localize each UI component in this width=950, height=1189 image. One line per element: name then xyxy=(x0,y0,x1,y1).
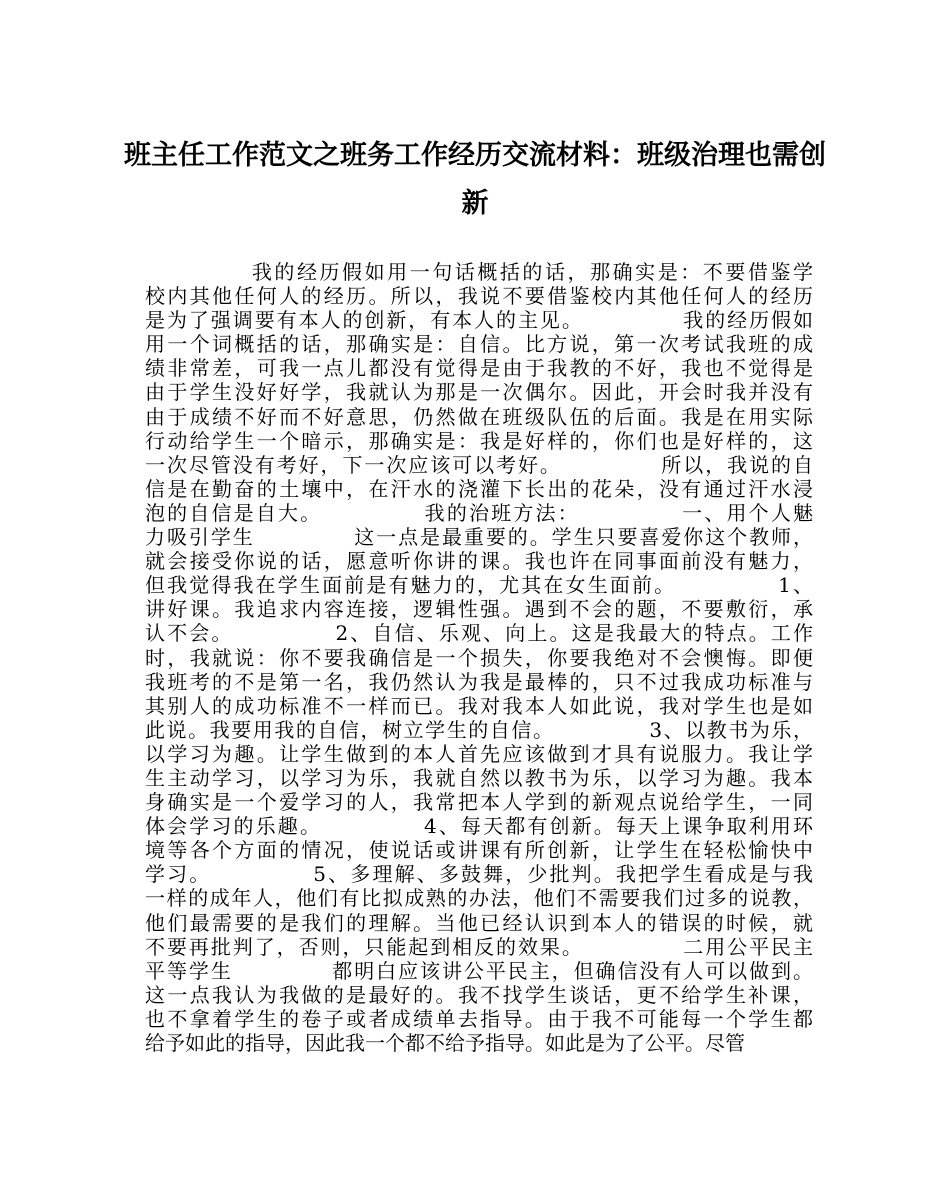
body-line: 校内其他任何人的经历。所以，我说不要借鉴校内其他任何人的经历 xyxy=(145,284,813,309)
body-line: 我的经历假如用一句话概括的话，那确实是：不要借鉴学 xyxy=(145,260,813,284)
body-line: 泡的自信是自大。 我的治班方法： 一、用个人魅 xyxy=(145,500,813,525)
body-line: 这一点我认为我做的是最好的。我不找学生谈话，更不给学生补课， xyxy=(145,982,813,1007)
body-line: 其别人的成功标准不一样而已。我对我本人如此说，我对学生也是如 xyxy=(145,693,813,718)
document-body xyxy=(145,260,813,1055)
body-line: 认不会。 2、自信、乐观、向上。这是我最大的特点。工作 xyxy=(145,621,813,646)
body-line: 身确实是一个爱学习的人，我常把本人学到的新观点说给学生，一同 xyxy=(145,790,813,815)
body-line: 讲好课。我追求内容连接，逻辑性强。遇到不会的题，不要敷衍，承 xyxy=(145,597,813,622)
body-line: 给予如此的指导，因此我一个都不给予指导。如此是为了公平。尽管 xyxy=(145,1031,745,1055)
body-line: 力吸引学生 这一点是最重要的。学生只要喜爱你这个教师， xyxy=(145,525,813,550)
body-line: 由于学生没好好学，我就认为那是一次偶尔。因此，开会时我并没有 xyxy=(145,380,813,405)
body-line: 他们最需要的是我们的理解。当他已经认识到本人的错误的时候，就 xyxy=(145,910,813,935)
body-line: 一次尽管没有考好，下一次应该可以考好。 所以，我说的自 xyxy=(145,452,813,477)
body-line: 以学习为趣。让学生做到的本人首先应该做到才具有说服力。我让学 xyxy=(145,741,813,766)
body-line: 信是在勤奋的土壤中，在汗水的浇灌下长出的花朵，没有通过汗水浸 xyxy=(145,476,813,501)
body-line: 用一个词概括的话，那确实是：自信。比方说，第一次考试我班的成 xyxy=(145,332,813,357)
body-line: 由于成绩不好而不好意思，仍然做在班级队伍的后面。我是在用实际 xyxy=(145,404,813,429)
body-line: 也不拿着学生的卷子或者成绩单去指导。由于我不可能每一个学生都 xyxy=(145,1006,813,1031)
body-line: 学习。 5、多理解、多鼓舞，少批判。我把学生看成是与我 xyxy=(145,862,813,887)
body-line: 平等学生 都明白应该讲公平民主，但确信没有人可以做到。 xyxy=(145,958,813,983)
body-line: 不要再批判了，否则，只能起到相反的效果。 二用公平民主 xyxy=(145,934,813,959)
body-line: 体会学习的乐趣。 4、每天都有创新。每天上课争取利用环 xyxy=(145,814,813,839)
body-line: 境等各个方面的情况，使说话或讲课有所创新，让学生在轻松愉快中 xyxy=(145,838,813,863)
document-title: 班主任工作范文之班务工作经历交流材料：班级治理也需创新 xyxy=(124,140,826,219)
body-line: 生主动学习，以学习为乐，我就自然以教书为乐，以学习为趣。我本 xyxy=(145,765,813,790)
body-line: 一样的成年人，他们有比拟成熟的办法，他们不需要我们过多的说教， xyxy=(145,886,813,911)
body-line: 我班考的不是第一名，我仍然认为我是最棒的，只不过我成功标准与 xyxy=(145,669,813,694)
body-line: 绩非常差，可我一点儿都没有觉得是由于我教的不好，我也不觉得是 xyxy=(145,356,813,381)
body-line: 是为了强调要有本人的创新，有本人的主见。 我的经历假如 xyxy=(145,308,813,333)
body-line: 此说。我要用我的自信，树立学生的自信。 3、以教书为乐， xyxy=(145,717,813,742)
body-line: 但我觉得我在学生面前是有魅力的，尤其在女生面前。 1、 xyxy=(145,573,813,598)
body-line: 行动给学生一个暗示，那确实是：我是好样的，你们也是好样的，这 xyxy=(145,428,813,453)
body-line: 时，我就说：你不要我确信是一个损失，你要我绝对不会懊悔。即便 xyxy=(145,645,813,670)
body-line: 就会接受你说的话，愿意听你讲的课。我也许在同事面前没有魅力， xyxy=(145,549,813,574)
